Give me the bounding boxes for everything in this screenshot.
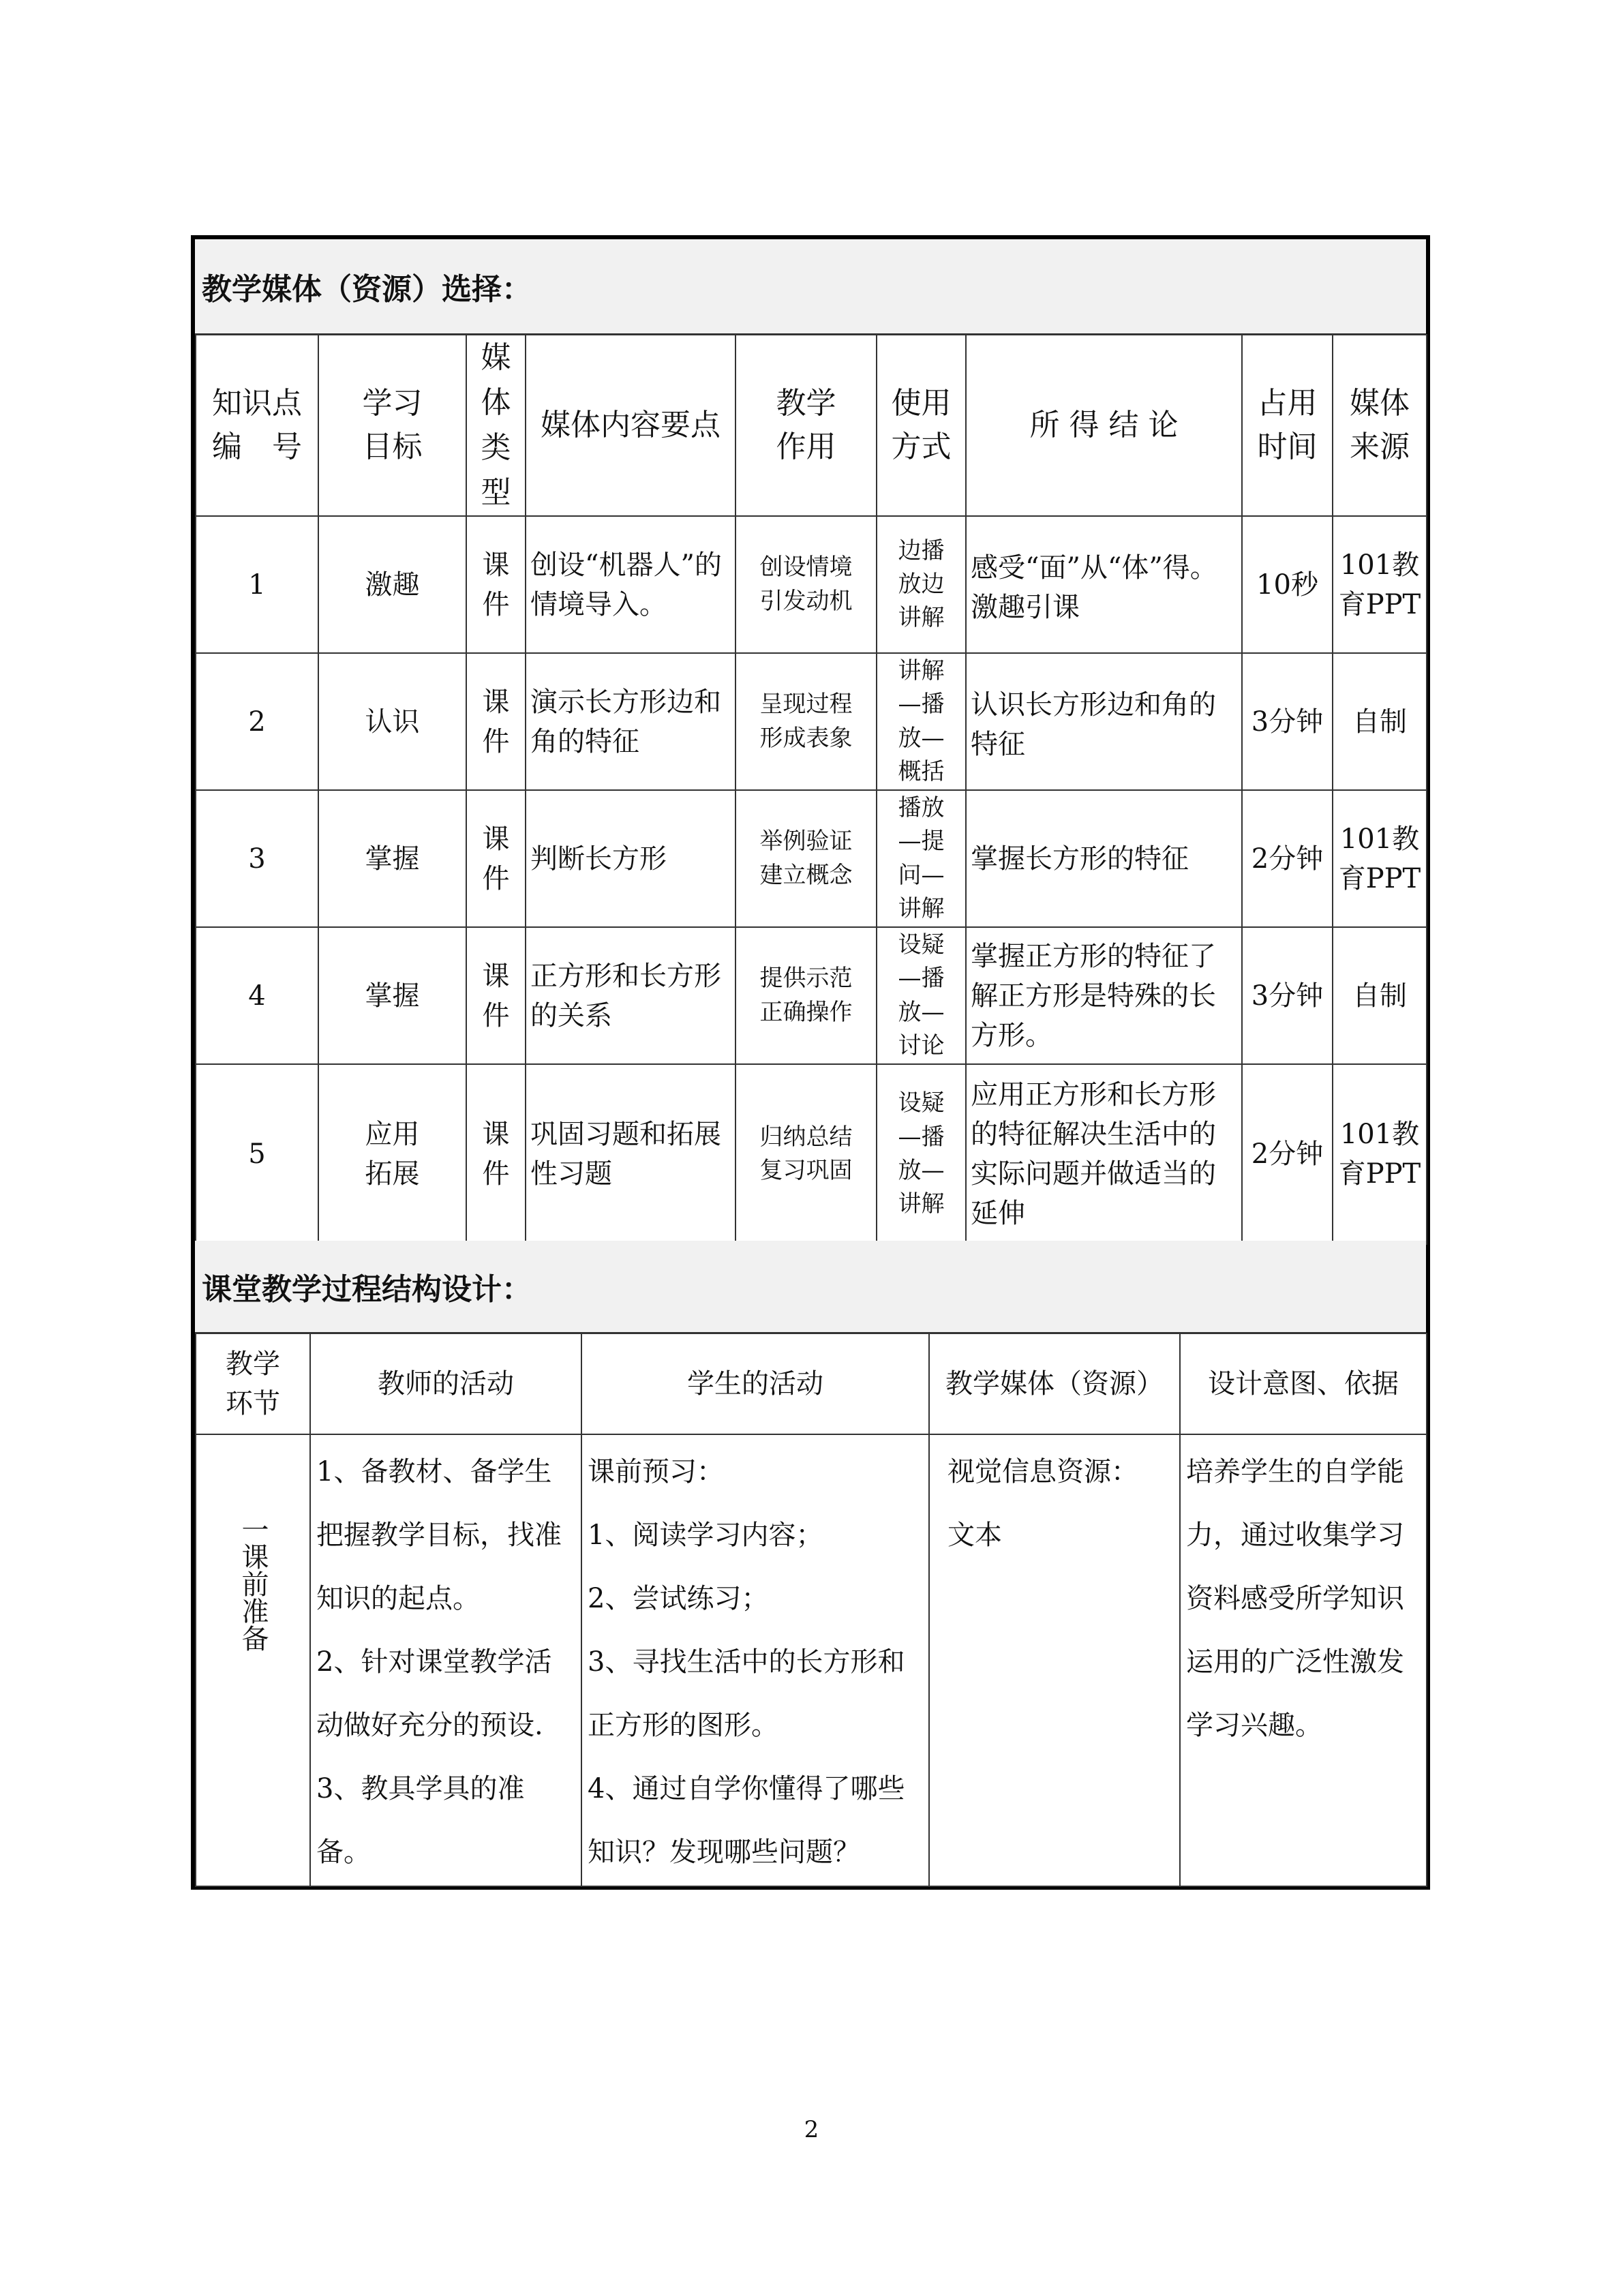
header-source: 媒体来源 xyxy=(1350,386,1410,464)
row-type: 课件 xyxy=(482,1119,510,1190)
row-conclusion: 认识长方形边和角的特征 xyxy=(971,689,1216,760)
row-time: 2分钟 xyxy=(1251,1138,1324,1170)
header-time: 占用时间 xyxy=(1257,386,1318,464)
row-time: 10秒 xyxy=(1256,569,1318,601)
page-number: 2 xyxy=(804,2116,819,2143)
intent-line: 资料感受所学知识 xyxy=(1186,1583,1404,1614)
header-intent: 设计意图、依据 xyxy=(1208,1368,1399,1400)
media-resources xyxy=(930,1435,1179,1567)
row-content: 巩固习题和拓展性习题 xyxy=(530,1119,721,1190)
row-source: 101教育PPT xyxy=(1338,823,1421,894)
header-stage: 教学环节 xyxy=(226,1348,280,1419)
row-goal: 掌握 xyxy=(365,980,420,1012)
teacher-line: 1、备教材、备学生 xyxy=(316,1456,552,1487)
row-role: 创设情境引发动机 xyxy=(759,554,853,615)
teacher-line: 把握教学目标，找准 xyxy=(316,1520,562,1551)
row-type: 课件 xyxy=(482,823,510,894)
teacher-line: 知识的起点。 xyxy=(316,1583,480,1614)
row-conclusion: 掌握长方形的特征 xyxy=(971,843,1189,875)
header-id: 知识点编 号 xyxy=(212,386,302,464)
student-line: 正方形的图形。 xyxy=(588,1710,778,1741)
row-time: 3分钟 xyxy=(1251,706,1324,738)
intent-line: 学习兴趣。 xyxy=(1186,1710,1322,1741)
student-line: 课前预习： xyxy=(588,1456,724,1487)
row-id: 1 xyxy=(248,569,266,601)
teacher-line: 备。 xyxy=(316,1837,371,1868)
row-role: 归纳总结复习巩固 xyxy=(759,1123,853,1184)
design-intent xyxy=(1181,1435,1426,1757)
section-title-process-text: 课堂教学过程结构设计： xyxy=(202,1272,532,1307)
teacher-activities xyxy=(311,1435,581,1884)
media-table xyxy=(195,334,1427,1245)
student-line: 1、阅读学习内容； xyxy=(588,1520,823,1551)
process-header-row xyxy=(196,1333,1427,1434)
row-content: 演示长方形边和角的特征 xyxy=(530,686,721,757)
row-role: 提供示范正确操作 xyxy=(759,965,853,1026)
row-time: 2分钟 xyxy=(1251,843,1324,875)
teacher-line: 动做好充分的预设. xyxy=(316,1710,543,1741)
media-row xyxy=(196,1064,1427,1244)
row-usage: 边播放边讲解 xyxy=(898,537,945,632)
row-usage: 播放—提问—讲解 xyxy=(898,794,945,922)
intent-line: 力，通过收集学习 xyxy=(1186,1520,1404,1551)
process-row xyxy=(196,1434,1427,1886)
row-source: 自制 xyxy=(1352,980,1407,1012)
header-type: 媒体类型 xyxy=(481,340,511,510)
row-goal: 应用拓展 xyxy=(365,1119,420,1190)
row-conclusion: 应用正方形和长方形的特征解决生活中的实际问题并做适当的延伸 xyxy=(971,1079,1216,1229)
intent-line: 运用的广泛性激发 xyxy=(1186,1646,1404,1678)
row-time: 3分钟 xyxy=(1251,980,1324,1012)
student-line: 知识？发现哪些问题？ xyxy=(588,1837,860,1868)
header-content: 媒体内容要点 xyxy=(541,408,721,443)
section-title-media xyxy=(195,239,1426,335)
row-source: 自制 xyxy=(1352,706,1407,738)
student-activities xyxy=(582,1435,928,1884)
row-usage: 设疑—播放—讲解 xyxy=(898,1089,945,1218)
process-table xyxy=(195,1333,1427,1887)
row-id: 4 xyxy=(248,980,266,1012)
row-type: 课件 xyxy=(482,960,510,1031)
row-goal: 认识 xyxy=(365,706,420,738)
row-conclusion: 掌握正方形的特征了解正方形是特殊的长方形。 xyxy=(971,940,1216,1051)
header-conclusion: 所 得 结 论 xyxy=(1029,408,1179,443)
row-source: 101教育PPT xyxy=(1338,1119,1421,1190)
student-line: 3、寻找生活中的长方形和 xyxy=(588,1646,905,1678)
row-conclusion: 感受“面”从“体”得。激趣引课 xyxy=(971,552,1217,623)
teacher-line: 2、针对课堂教学活 xyxy=(316,1646,552,1678)
teacher-line: 3、教具学具的准 xyxy=(316,1773,525,1804)
row-usage: 讲解—播放—概括 xyxy=(898,656,945,785)
student-line: 4、通过自学你懂得了哪些 xyxy=(588,1773,905,1804)
row-id: 3 xyxy=(248,843,266,875)
media-row xyxy=(196,927,1427,1064)
header-usage: 使用方式 xyxy=(891,386,952,464)
row-goal: 掌握 xyxy=(365,843,420,875)
row-type: 课件 xyxy=(482,686,510,757)
row-id: 5 xyxy=(248,1138,266,1170)
header-teacher: 教师的活动 xyxy=(378,1368,514,1400)
student-line: 2、尝试练习； xyxy=(588,1583,769,1614)
header-student: 学生的活动 xyxy=(687,1368,823,1400)
row-content: 正方形和长方形的关系 xyxy=(530,960,721,1031)
section-title-media-text: 教学媒体（资源）选择： xyxy=(202,272,532,307)
media-line: 视觉信息资源： xyxy=(947,1456,1138,1487)
row-goal: 激趣 xyxy=(365,569,420,601)
row-content: 判断长方形 xyxy=(530,843,667,875)
row-id: 2 xyxy=(248,706,266,738)
media-line: 文本 xyxy=(947,1520,1002,1551)
media-row xyxy=(196,653,1427,790)
stage-cell xyxy=(196,1435,309,1652)
row-source: 101教育PPT xyxy=(1338,549,1421,620)
section-title-process xyxy=(195,1241,1426,1333)
media-table-header-row xyxy=(196,335,1427,516)
media-row xyxy=(196,516,1427,653)
header-role: 教学作用 xyxy=(776,386,836,464)
header-goal: 学习目标 xyxy=(362,386,423,464)
row-role: 举例验证建立概念 xyxy=(759,828,853,889)
media-row xyxy=(196,790,1427,927)
row-usage: 设疑—播放—讨论 xyxy=(898,931,945,1059)
row-type: 课件 xyxy=(482,549,510,620)
stage-label: 一课前准备 xyxy=(237,1515,269,1652)
row-content: 创设“机器人”的情境导入。 xyxy=(530,549,722,620)
header-media: 教学媒体（资源） xyxy=(945,1368,1164,1400)
row-role: 呈现过程形成表象 xyxy=(759,691,853,752)
intent-line: 培养学生的自学能 xyxy=(1186,1456,1404,1487)
